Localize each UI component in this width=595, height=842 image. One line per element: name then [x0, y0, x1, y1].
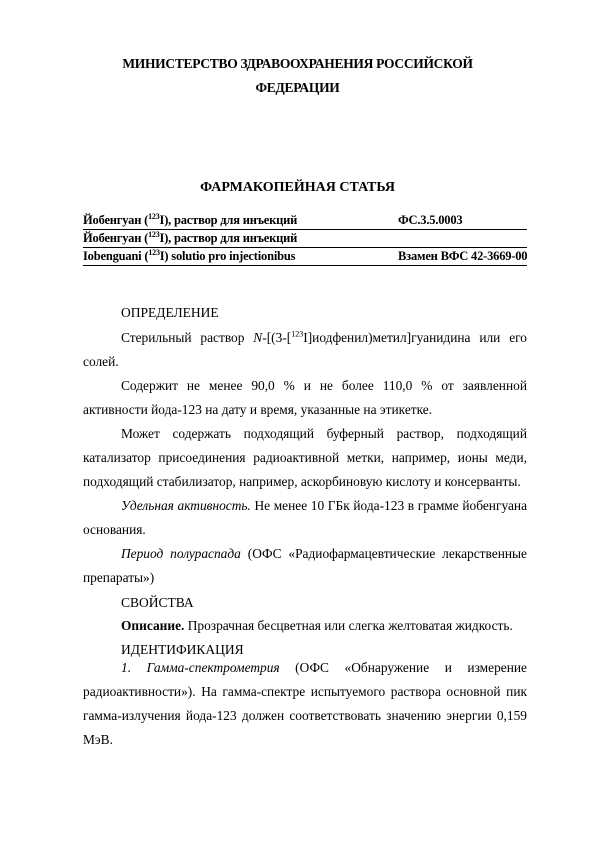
identification-heading: ИДЕНТИФИКАЦИЯ	[121, 642, 244, 657]
definition-paragraph-3: Может содержать подходящий буферный раствор, подходящий катализатор присоединения радиоактивной метки, например, ионы меди, подходящий стабилизатор, например, аскорбиновую кислоту и консерванты.	[83, 426, 527, 489]
title-latin-line: Iobenguani ($^{123}$I) solutio pro injectionibus	[83, 247, 296, 263]
definition-heading: ОПРЕДЕЛЕНИЕ	[121, 305, 219, 320]
specific-activity-paragraph: Удельная активность. Не менее 10 ГБк йода-123 в грамме йобенгуана основания.	[83, 498, 528, 537]
article-type-heading: ФАРМАКОПЕЙНАЯ СТАТЬЯ	[200, 180, 395, 195]
ministry-line-2: ФЕДЕРАЦИИ	[255, 80, 340, 95]
title-ru-line-1: Йобенгуан ($^{123}$I), раствор для инъекций	[83, 211, 298, 227]
description-paragraph: Описание. Прозрачная бесцветная или слегка желтоватая жидкость.	[121, 618, 513, 633]
title-ru-line-2: Йобенгуан ($^{123}$I), раствор для инъекций	[83, 229, 298, 245]
title-rule-3	[83, 265, 527, 266]
monograph-code: ФС.3.5.0003	[398, 213, 463, 227]
definition-paragraph-2: Содержит не менее 90,0 % и не более 110,0 % от заявленной активности йода-123 на дату и время, указанные на этикетке.	[83, 378, 527, 417]
definition-paragraph-1: Стерильный раствор N-[(3-[$^{123}$I]иодфенил)метил]гуанидина или его солей.	[83, 329, 528, 369]
ministry-line-1: МИНИСТЕРСТВО ЗДРАВООХРАНЕНИЯ РОССИЙСКОЙ	[122, 56, 473, 71]
half-life-paragraph: Период полураспада (ОФС «Радиофармацевтические лекарственные препараты»)	[83, 546, 527, 585]
properties-heading: СВОЙСТВА	[121, 595, 194, 610]
replaces-note: Взамен ВФС 42-3669-00	[398, 249, 528, 263]
gamma-spectrometry-paragraph: 1. Гамма-спектрометрия (ОФС «Обнаружение и измерение радиоактивности»). На гамма-спектре испытуемого раствора основной пик гамма-излучения йода-123 должен соответствовать значению энергии 0,159 МэВ.	[83, 660, 528, 747]
